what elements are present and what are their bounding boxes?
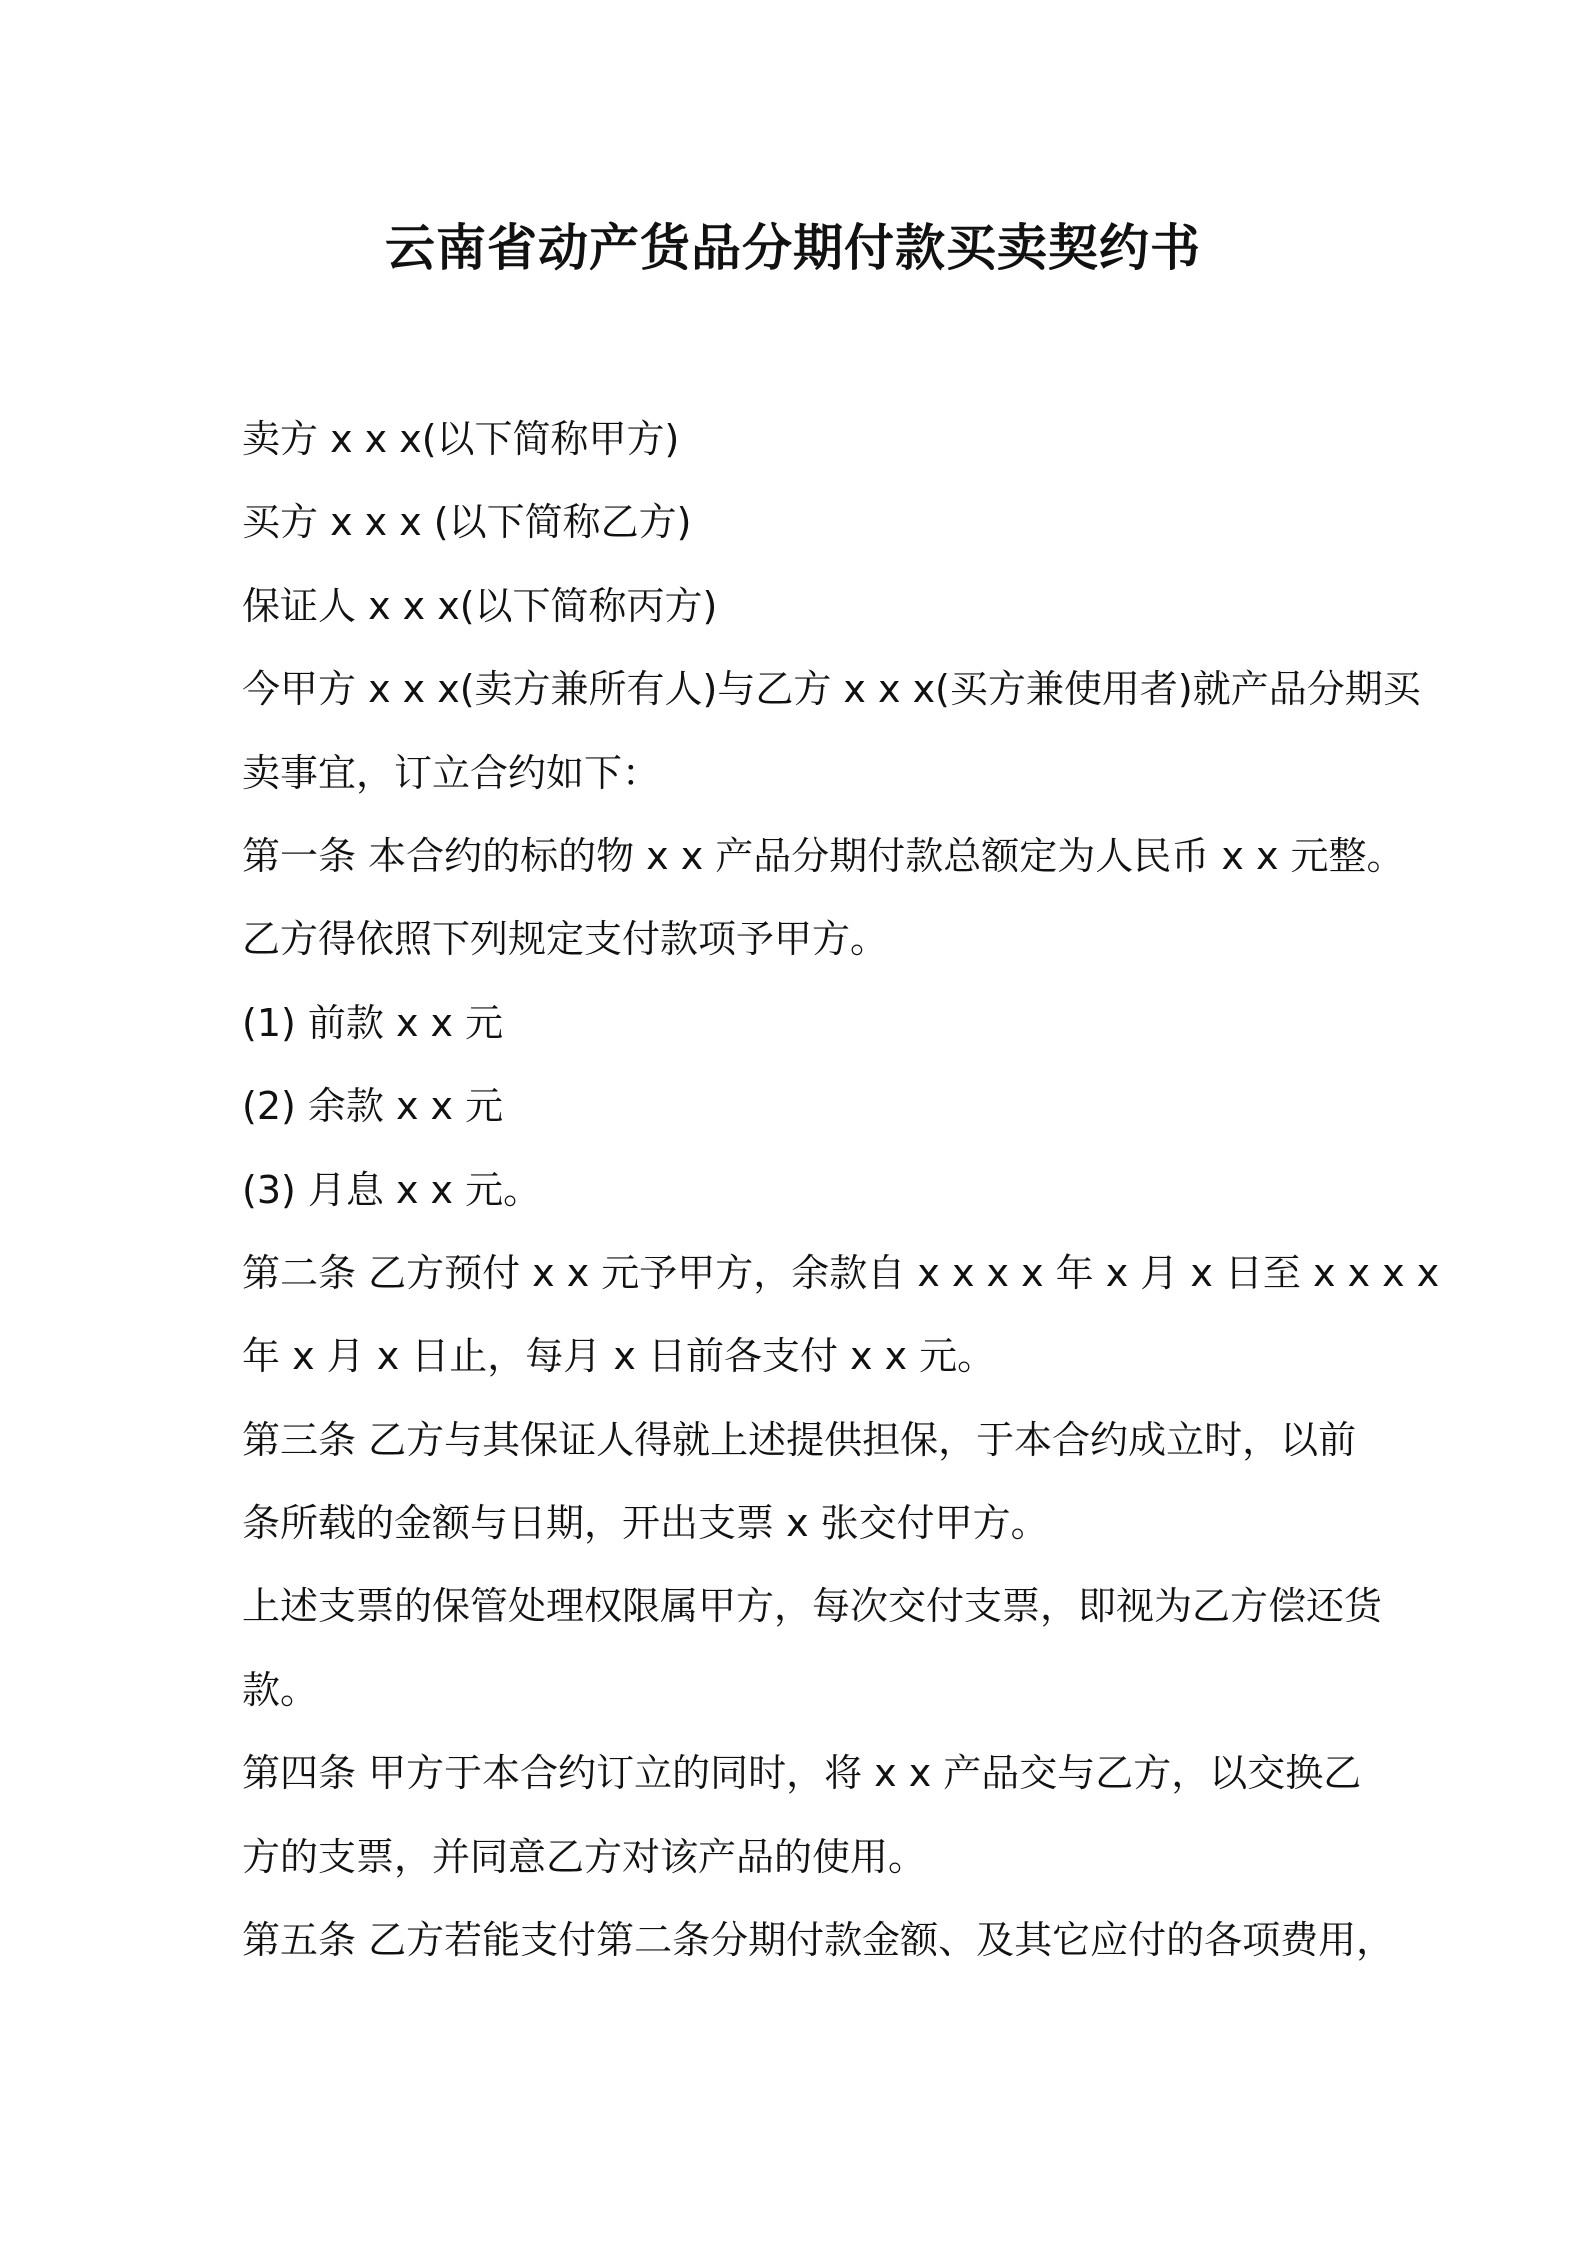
text-line: 乙方得依照下列规定支付款项予甲方。 — [242, 917, 889, 962]
text-line: 买方 x x x (以下简称乙方) — [242, 500, 692, 545]
document-title: 云南省动产货品分期付款买卖契约书 — [385, 219, 1201, 277]
text-line: (3) 月息 x x 元。 — [242, 1167, 542, 1212]
text-line: 卖方 x x x(以下简称甲方) — [242, 417, 680, 461]
text-line: 第四条 甲方于本合约订立的同时，将 x x 产品交与乙方，以交换乙 — [242, 1751, 1362, 1796]
text-line: 今甲方 x x x(卖方兼所有人)与乙方 x x x(买方兼使用者)就产品分期买 — [242, 667, 1421, 712]
text-line: (2) 余款 x x 元 — [242, 1084, 504, 1129]
text-line: 款。 — [242, 1667, 319, 1712]
text-line: 上述支票的保管处理权限属甲方，每次交付支票，即视为乙方偿还货 — [242, 1584, 1383, 1629]
text-line: 第三条 乙方与其保证人得就上述提供担保，于本合约成立时，以前 — [242, 1417, 1357, 1462]
text-line: 方的支票，并同意乙方对该产品的使用。 — [242, 1834, 927, 1879]
text-line: (1) 前款 x x 元 — [242, 1000, 504, 1045]
document-body — [242, 398, 1440, 1982]
text-line: 年 x 月 x 日止，每月 x 日前各支付 x x 元。 — [242, 1334, 996, 1379]
text-line: 第五条 乙方若能支付第二条分期付款金额、及其它应付的各项费用， — [242, 1918, 1395, 1963]
text-line: 第二条 乙方预付 x x 元予甲方，余款自 x x x x 年 x 月 x 日至 x x x x — [242, 1250, 1440, 1295]
text-line: 第一条 本合约的标的物 x x 产品分期付款总额定为人民币 x x 元整。 — [242, 833, 1405, 878]
text-line: 保证人 x x x(以下简称丙方) — [242, 583, 718, 628]
text-line: 条所载的金额与日期，开出支票 x 张交付甲方。 — [242, 1501, 1049, 1546]
text-line: 卖事宜，订立合约如下： — [242, 750, 661, 795]
